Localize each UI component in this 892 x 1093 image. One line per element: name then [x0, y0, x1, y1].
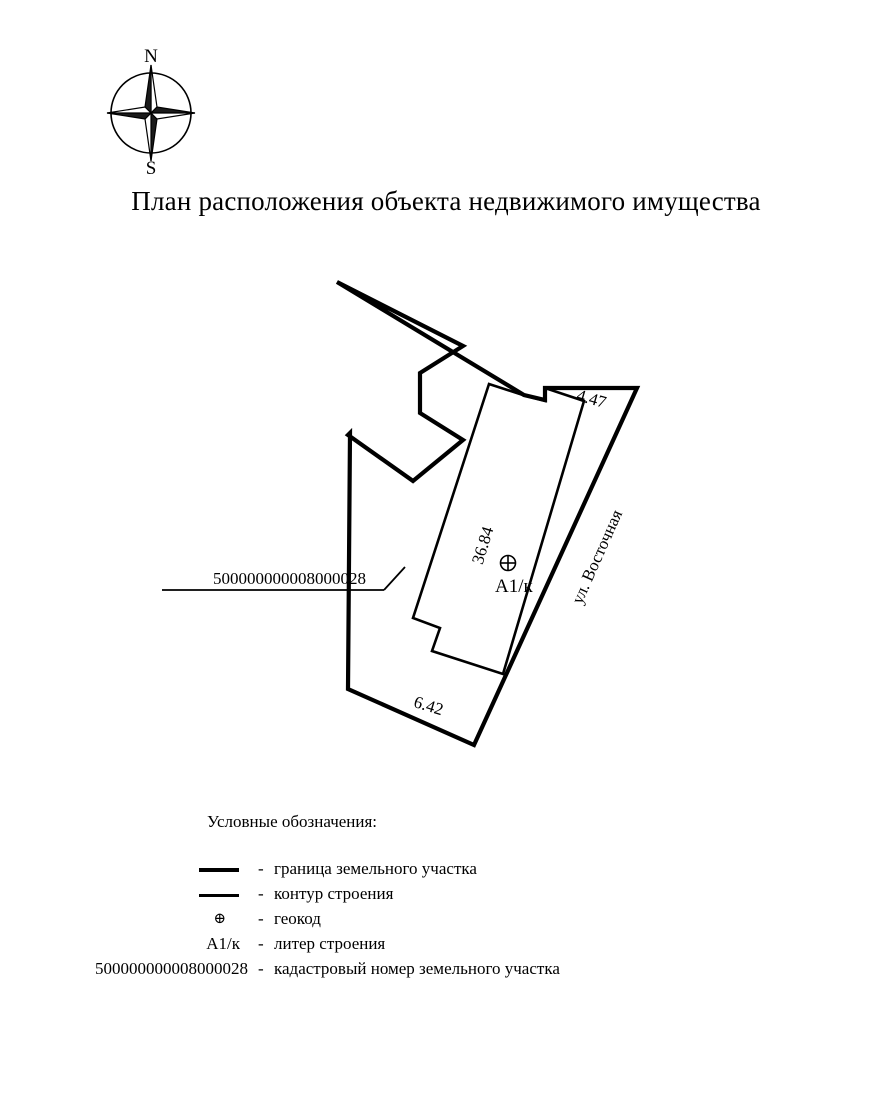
compass-rose	[96, 44, 206, 176]
cadastral-number-sample: 500000000008000028	[95, 959, 248, 978]
line-thick-icon	[199, 868, 239, 872]
legend-symbol-geocode	[0, 910, 258, 928]
dimension-label-36-84: 36.84	[468, 524, 498, 567]
legend-symbol-building-liter	[0, 935, 258, 952]
dimension-label-4-47: 4.47	[574, 385, 609, 412]
plan-drawing-svg	[0, 255, 892, 775]
geocode-marker	[501, 556, 516, 571]
geocode-icon: ⊕	[213, 911, 226, 928]
building-outline	[413, 384, 584, 674]
legend-item-parcel-boundary	[0, 856, 892, 881]
compass-north-label: N	[144, 46, 158, 67]
compass-point-south-light	[145, 113, 151, 161]
legend-item-building-liter	[0, 931, 892, 956]
legend-dash: -	[258, 958, 264, 978]
compass-point-west-light	[107, 107, 151, 113]
compass-point-east-dark	[151, 107, 195, 113]
legend-item-cadastral-number	[0, 956, 892, 981]
cadastral-number-callout	[162, 567, 405, 590]
legend-dash: -	[258, 908, 264, 928]
legend-description-geocode: геокод	[274, 908, 321, 928]
compass-point-north-dark	[145, 65, 151, 113]
dimension-label-6-42: 6.42	[411, 692, 446, 720]
legend-title: Условные обозначения:	[207, 812, 378, 831]
legend-symbol-line-thick	[0, 860, 258, 877]
legend-description-building-liter: литер строения	[274, 933, 386, 953]
street-name-label: ул. Восточная	[567, 506, 627, 607]
compass-point-south-dark	[151, 113, 157, 161]
cadastral-number-label: 500000000008000028	[213, 569, 366, 588]
compass-south-label: S	[145, 158, 157, 176]
plan-drawing	[0, 255, 892, 775]
land-parcel-boundary	[337, 282, 637, 745]
compass-point-east-light	[151, 113, 195, 119]
page-title: План расположения объекта недвижимого имущества	[131, 186, 761, 216]
building-liter-label: А1/к	[495, 576, 533, 597]
compass-rose-svg	[96, 44, 206, 176]
legend-item-geocode	[0, 906, 892, 931]
legend-symbol-line-thin	[0, 885, 258, 902]
building-liter-sample: А1/к	[206, 934, 240, 953]
legend-description-cadastral-number: кадастровый номер земельного участка	[274, 958, 560, 978]
legend-description-parcel-boundary: граница земельного участка	[274, 858, 477, 878]
legend-item-building-contour	[0, 881, 892, 906]
legend-dash: -	[258, 858, 264, 878]
legend-symbol-cadastral-number	[0, 960, 258, 977]
legend-dash: -	[258, 883, 264, 903]
compass-point-west-dark	[107, 113, 151, 119]
legend-description-building-contour: контур строения	[274, 883, 394, 903]
cadastral-leader-angled	[384, 567, 405, 590]
line-thin-icon	[199, 894, 239, 897]
legend-dash: -	[258, 933, 264, 953]
legend	[0, 812, 892, 981]
compass-point-north-light	[151, 65, 157, 113]
legend-rows	[0, 856, 892, 981]
